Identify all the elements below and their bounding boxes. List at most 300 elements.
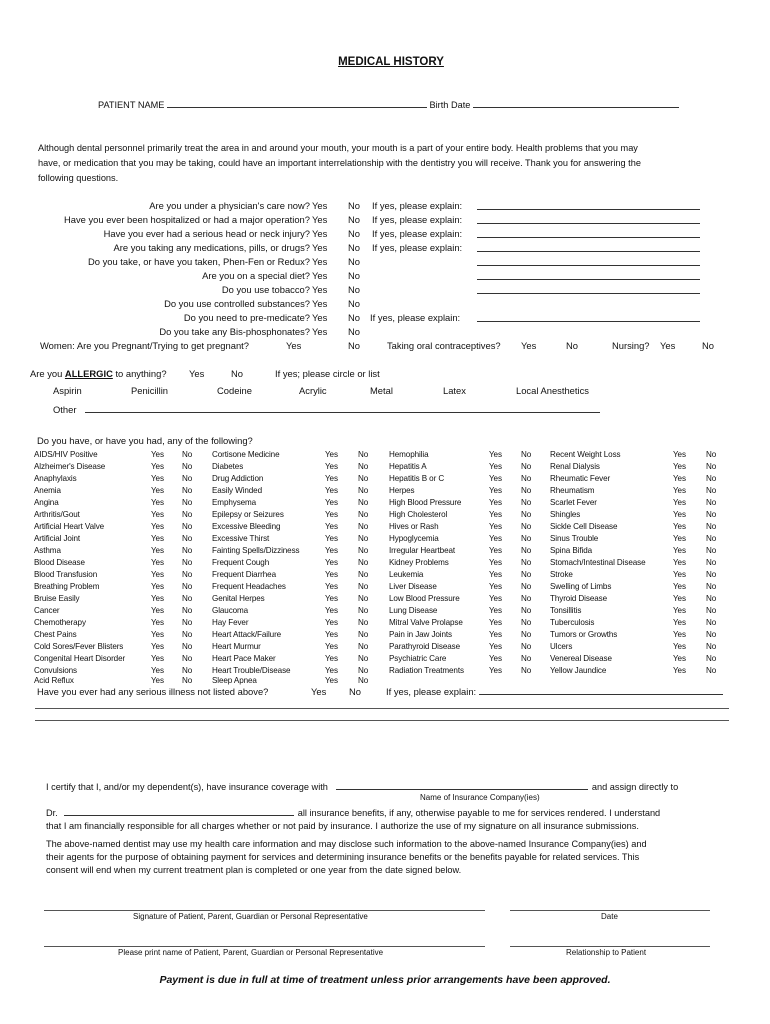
disclosure-line: their agents for the purpose of obtaining payment for services and determining insurance benefits or the benefits payable for related services. This <box>46 852 640 862</box>
dr-label: Dr. <box>46 808 58 818</box>
allergic-pre: Are you <box>30 368 65 379</box>
condition-yes[interactable]: Yes <box>673 642 686 651</box>
disclosure-line: consent will end when my current treatment plan is completed or one year from the date signed below. <box>46 865 462 875</box>
condition-yes[interactable]: Yes <box>325 558 338 567</box>
condition-no[interactable]: No <box>358 618 369 627</box>
explain-field[interactable] <box>477 242 700 252</box>
condition-no[interactable]: No <box>521 558 532 567</box>
dentist-name-field[interactable] <box>64 807 294 816</box>
explain-field[interactable] <box>477 270 700 280</box>
explain-label: If yes, please explain: <box>370 312 461 323</box>
condition-label: Frequent Cough <box>212 558 270 567</box>
condition-no[interactable]: No <box>182 666 193 675</box>
question-no[interactable]: No <box>348 228 360 239</box>
condition-no[interactable]: No <box>358 582 369 591</box>
condition-no[interactable]: No <box>706 594 717 603</box>
condition-no[interactable]: No <box>521 498 532 507</box>
condition-no[interactable]: No <box>182 582 193 591</box>
condition-no[interactable]: No <box>182 486 193 495</box>
condition-no[interactable]: No <box>358 534 369 543</box>
signature-line[interactable] <box>44 910 485 911</box>
condition-yes[interactable]: Yes <box>151 582 164 591</box>
condition-yes[interactable]: Yes <box>325 606 338 615</box>
date-caption: Date <box>601 912 618 921</box>
allergen-metal[interactable]: Metal <box>370 385 393 396</box>
condition-yes[interactable]: Yes <box>489 654 502 663</box>
allergen-latex[interactable]: Latex <box>443 385 466 396</box>
condition-label: Chest Pains <box>34 630 77 639</box>
condition-label: Artificial Heart Valve <box>34 522 105 531</box>
condition-no[interactable]: No <box>182 522 193 531</box>
condition-yes[interactable]: Yes <box>673 510 686 519</box>
condition-yes[interactable]: Yes <box>151 510 164 519</box>
condition-no[interactable]: No <box>706 534 717 543</box>
condition-no[interactable]: No <box>182 450 193 459</box>
condition-no[interactable]: No <box>182 546 193 555</box>
relationship-line[interactable] <box>510 946 710 947</box>
condition-yes[interactable]: Yes <box>151 606 164 615</box>
allergen-codeine[interactable]: Codeine <box>217 385 252 396</box>
condition-yes[interactable]: Yes <box>489 510 502 519</box>
condition-no[interactable]: No <box>706 462 717 471</box>
condition-no[interactable]: No <box>182 618 193 627</box>
condition-yes[interactable]: Yes <box>325 486 338 495</box>
condition-no[interactable]: No <box>358 594 369 603</box>
oral-contraceptives-yes[interactable]: Yes <box>521 340 537 351</box>
condition-yes[interactable]: Yes <box>325 618 338 627</box>
condition-yes[interactable]: Yes <box>325 630 338 639</box>
condition-label: Congenital Heart Disorder <box>34 654 126 663</box>
condition-label: Blood Disease <box>34 558 85 567</box>
other-label: Other <box>53 404 77 415</box>
explain-field[interactable] <box>477 256 700 266</box>
condition-label: Hives or Rash <box>389 522 439 531</box>
condition-yes[interactable]: Yes <box>489 642 502 651</box>
question-yes[interactable]: Yes <box>312 326 328 337</box>
condition-yes[interactable]: Yes <box>325 534 338 543</box>
condition-yes[interactable]: Yes <box>325 594 338 603</box>
condition-yes[interactable]: Yes <box>673 570 686 579</box>
condition-label: Breathing Problem <box>34 582 100 591</box>
condition-yes[interactable]: Yes <box>673 486 686 495</box>
question-yes[interactable]: Yes <box>312 298 328 309</box>
condition-yes[interactable]: Yes <box>151 642 164 651</box>
condition-no[interactable]: No <box>706 570 717 579</box>
condition-yes[interactable]: Yes <box>325 654 338 663</box>
condition-label: Venereal Disease <box>550 654 612 663</box>
women-question: Women: Are you Pregnant/Trying to get pregnant? <box>40 340 249 351</box>
condition-no[interactable]: No <box>358 654 369 663</box>
nursing-no[interactable]: No <box>702 340 714 351</box>
condition-no[interactable]: No <box>358 558 369 567</box>
condition-no[interactable]: No <box>521 546 532 555</box>
condition-yes[interactable]: Yes <box>489 618 502 627</box>
condition-label: Glaucoma <box>212 606 249 615</box>
condition-no[interactable]: No <box>521 606 532 615</box>
condition-label: Excessive Thirst <box>212 534 270 543</box>
condition-yes[interactable]: Yes <box>325 498 338 507</box>
condition-label: Leukemia <box>389 570 424 579</box>
print-name-line[interactable] <box>44 946 485 947</box>
condition-yes[interactable]: Yes <box>489 630 502 639</box>
question-label: Have you ever been hospitalized or had a major operation? <box>64 214 310 225</box>
condition-label: Asthma <box>34 546 61 555</box>
condition-label: Kidney Problems <box>389 558 449 567</box>
condition-no[interactable]: No <box>182 534 193 543</box>
condition-label: Shingles <box>550 510 581 519</box>
question-no[interactable]: No <box>348 242 360 253</box>
condition-no[interactable]: No <box>182 474 193 483</box>
other-allergy-row <box>53 404 600 415</box>
date-line[interactable] <box>510 910 710 911</box>
condition-no[interactable]: No <box>521 594 532 603</box>
condition-yes[interactable]: Yes <box>325 582 338 591</box>
question-no[interactable]: No <box>348 298 360 309</box>
condition-no[interactable]: No <box>706 606 717 615</box>
condition-no[interactable]: No <box>182 570 193 579</box>
women-yes[interactable]: Yes <box>286 340 302 351</box>
question-yes[interactable]: Yes <box>312 270 328 281</box>
explain-label: If yes, please explain: <box>372 242 463 253</box>
condition-no[interactable]: No <box>521 642 532 651</box>
question-yes[interactable]: Yes <box>312 228 328 239</box>
condition-no[interactable]: No <box>521 450 532 459</box>
condition-yes[interactable]: Yes <box>489 534 502 543</box>
condition-label: Emphysema <box>212 498 257 507</box>
condition-yes[interactable]: Yes <box>151 450 164 459</box>
condition-yes[interactable]: Yes <box>673 666 686 675</box>
condition-yes[interactable]: Yes <box>489 486 502 495</box>
form-title: MEDICAL HISTORY <box>338 56 444 68</box>
condition-yes[interactable]: Yes <box>489 558 502 567</box>
condition-yes[interactable]: Yes <box>151 546 164 555</box>
condition-no[interactable]: No <box>706 486 717 495</box>
condition-no[interactable]: No <box>706 630 717 639</box>
serious-illness-field[interactable] <box>479 686 723 695</box>
explain-line[interactable] <box>35 708 729 709</box>
birth-date-field[interactable] <box>473 99 679 108</box>
question-label: Do you use controlled substances? <box>164 298 310 309</box>
condition-no[interactable]: No <box>521 486 532 495</box>
question-yes[interactable]: Yes <box>312 200 328 211</box>
condition-yes[interactable]: Yes <box>673 474 686 483</box>
condition-yes[interactable]: Yes <box>151 570 164 579</box>
condition-label: Herpes <box>389 486 415 495</box>
question-label: Are you under a physician's care now? <box>149 200 310 211</box>
condition-yes[interactable]: Yes <box>151 594 164 603</box>
condition-label: Sinus Trouble <box>550 534 599 543</box>
condition-label: Pain in Jaw Joints <box>389 630 452 639</box>
condition-no[interactable]: No <box>182 654 193 663</box>
condition-label: Radiation Treatments <box>389 666 464 675</box>
condition-yes[interactable]: Yes <box>325 522 338 531</box>
question-no[interactable]: No <box>348 256 360 267</box>
condition-yes[interactable]: Yes <box>489 594 502 603</box>
condition-label: Diabetes <box>212 462 244 471</box>
condition-no[interactable]: No <box>358 606 369 615</box>
condition-no[interactable]: No <box>706 498 717 507</box>
question-yes[interactable]: Yes <box>312 284 328 295</box>
condition-yes[interactable]: Yes <box>325 570 338 579</box>
condition-no[interactable]: No <box>521 618 532 627</box>
condition-no[interactable]: No <box>182 676 193 685</box>
condition-no[interactable]: No <box>521 582 532 591</box>
condition-yes[interactable]: Yes <box>673 498 686 507</box>
question-yes[interactable]: Yes <box>312 312 328 323</box>
explain-field[interactable] <box>477 200 700 210</box>
condition-label: Ulcers <box>550 642 573 651</box>
condition-no[interactable]: No <box>521 474 532 483</box>
condition-no[interactable]: No <box>706 558 717 567</box>
condition-no[interactable]: No <box>706 618 717 627</box>
allergic-no[interactable]: No <box>231 368 243 379</box>
condition-no[interactable]: No <box>358 510 369 519</box>
condition-yes[interactable]: Yes <box>325 666 338 675</box>
condition-label: Blood Transfusion <box>34 570 98 579</box>
condition-yes[interactable]: Yes <box>673 522 686 531</box>
condition-label: Swelling of Limbs <box>550 582 612 591</box>
condition-yes[interactable]: Yes <box>673 582 686 591</box>
explain-field[interactable] <box>477 214 700 224</box>
condition-no[interactable]: No <box>706 474 717 483</box>
condition-yes[interactable]: Yes <box>151 486 164 495</box>
condition-label: Low Blood Pressure <box>389 594 460 603</box>
condition-no[interactable]: No <box>182 606 193 615</box>
condition-yes[interactable]: Yes <box>673 450 686 459</box>
condition-no[interactable]: No <box>182 558 193 567</box>
allergic-question <box>30 368 167 379</box>
condition-label: Chemotherapy <box>34 618 86 627</box>
condition-label: Thyroid Disease <box>550 594 607 603</box>
condition-yes[interactable]: Yes <box>673 606 686 615</box>
condition-label: Hepatitis B or C <box>389 474 445 483</box>
condition-yes[interactable]: Yes <box>489 474 502 483</box>
condition-yes[interactable]: Yes <box>489 582 502 591</box>
serious-illness-question: Have you ever had any serious illness not listed above? <box>37 686 269 697</box>
signature-caption: Signature of Patient, Parent, Guardian or Personal Representative <box>133 912 368 921</box>
condition-label: Stroke <box>550 570 573 579</box>
patient-name-field[interactable] <box>167 99 427 108</box>
condition-label: Angina <box>34 498 59 507</box>
condition-no[interactable]: No <box>358 570 369 579</box>
condition-no[interactable]: No <box>182 462 193 471</box>
condition-label: Mitral Valve Prolapse <box>389 618 463 627</box>
condition-yes[interactable]: Yes <box>489 666 502 675</box>
condition-yes[interactable]: Yes <box>151 618 164 627</box>
oral-contraceptives-label: Taking oral contraceptives? <box>387 340 501 351</box>
women-no[interactable]: No <box>348 340 360 351</box>
insurance-company-field[interactable] <box>336 781 588 790</box>
birth-date-label: Birth Date <box>429 100 471 110</box>
intro-line: have, or medication that you may be taking, could have an important interrelationship with the dentistry you will receive. Thank you for answering the <box>38 158 641 168</box>
condition-no[interactable]: No <box>182 594 193 603</box>
condition-no[interactable]: No <box>706 546 717 555</box>
condition-no[interactable]: No <box>358 522 369 531</box>
allergen-penicillin[interactable]: Penicillin <box>131 385 168 396</box>
condition-no[interactable]: No <box>706 654 717 663</box>
question-no[interactable]: No <box>348 312 360 323</box>
condition-no[interactable]: No <box>358 642 369 651</box>
allergic-post: to anything? <box>112 368 167 379</box>
disclosure-line: The above-named dentist may use my health care information and may disclose such information to the above-named Insurance Company(ies) and <box>46 839 647 849</box>
condition-label: Hepatitis A <box>389 462 427 471</box>
condition-label: Yellow Jaundice <box>550 666 607 675</box>
assign-text: and assign directly to <box>591 782 679 792</box>
condition-no[interactable]: No <box>521 534 532 543</box>
nursing-label: Nursing? <box>612 340 650 351</box>
condition-no[interactable]: No <box>521 462 532 471</box>
allergy-circle-instruction: If yes; please circle or list <box>275 368 380 379</box>
condition-yes[interactable]: Yes <box>673 594 686 603</box>
condition-no[interactable]: No <box>706 450 717 459</box>
condition-no[interactable]: No <box>358 676 369 685</box>
question-label: Do you need to pre-medicate? <box>183 312 310 323</box>
condition-no[interactable]: No <box>521 630 532 639</box>
condition-yes[interactable]: Yes <box>489 462 502 471</box>
serious-illness-no[interactable]: No <box>349 686 361 697</box>
condition-yes[interactable]: Yes <box>673 462 686 471</box>
condition-yes[interactable]: Yes <box>673 534 686 543</box>
condition-yes[interactable]: Yes <box>673 630 686 639</box>
condition-no[interactable]: No <box>358 546 369 555</box>
condition-no[interactable]: No <box>358 666 369 675</box>
explain-field[interactable] <box>477 312 700 322</box>
condition-yes[interactable]: Yes <box>673 618 686 627</box>
condition-yes[interactable]: Yes <box>151 558 164 567</box>
condition-label: Tuberculosis <box>550 618 595 627</box>
question-yes[interactable]: Yes <box>312 214 328 225</box>
condition-yes[interactable]: Yes <box>489 570 502 579</box>
condition-yes[interactable]: Yes <box>325 450 338 459</box>
condition-yes[interactable]: Yes <box>151 522 164 531</box>
condition-label: Parathyroid Disease <box>389 642 460 651</box>
condition-label: Easily Winded <box>212 486 262 495</box>
condition-yes[interactable]: Yes <box>151 498 164 507</box>
explain-line[interactable] <box>35 720 729 721</box>
condition-label: Sleep Apnea <box>212 676 257 685</box>
condition-yes[interactable]: Yes <box>673 546 686 555</box>
question-no[interactable]: No <box>348 326 360 337</box>
question-no[interactable]: No <box>348 284 360 295</box>
question-yes[interactable]: Yes <box>312 242 328 253</box>
condition-no[interactable]: No <box>521 522 532 531</box>
condition-no[interactable]: No <box>706 522 717 531</box>
condition-no[interactable]: No <box>358 474 369 483</box>
condition-label: Psychiatric Care <box>389 654 447 663</box>
condition-yes[interactable]: Yes <box>325 462 338 471</box>
condition-label: Tonsillitis <box>550 606 582 615</box>
condition-yes[interactable]: Yes <box>151 666 164 675</box>
serious-illness-yes[interactable]: Yes <box>311 686 327 697</box>
condition-yes[interactable]: Yes <box>489 498 502 507</box>
question-no[interactable]: No <box>348 200 360 211</box>
condition-yes[interactable]: Yes <box>489 606 502 615</box>
condition-no[interactable]: No <box>358 630 369 639</box>
condition-no[interactable]: No <box>358 462 369 471</box>
condition-label: High Blood Pressure <box>389 498 462 507</box>
condition-yes[interactable]: Yes <box>325 510 338 519</box>
condition-no[interactable]: No <box>358 486 369 495</box>
condition-yes[interactable]: Yes <box>489 522 502 531</box>
condition-no[interactable]: No <box>706 582 717 591</box>
condition-yes[interactable]: Yes <box>325 474 338 483</box>
condition-no[interactable]: No <box>521 510 532 519</box>
condition-no[interactable]: No <box>182 510 193 519</box>
question-no[interactable]: No <box>348 270 360 281</box>
explain-field[interactable] <box>477 284 700 294</box>
condition-no[interactable]: No <box>182 630 193 639</box>
nursing-yes[interactable]: Yes <box>660 340 676 351</box>
condition-label: High Cholesterol <box>389 510 448 519</box>
condition-yes[interactable]: Yes <box>325 676 338 685</box>
condition-no[interactable]: No <box>706 666 717 675</box>
question-label: Do you use tobacco? <box>221 284 310 295</box>
relationship-caption: Relationship to Patient <box>566 948 647 957</box>
condition-yes[interactable]: Yes <box>325 546 338 555</box>
allergen-aspirin[interactable]: Aspirin <box>53 385 82 396</box>
condition-no[interactable]: No <box>182 498 193 507</box>
condition-label: Lung Disease <box>389 606 438 615</box>
question-label: Do you take any Bis-phosphonates? <box>159 326 310 337</box>
condition-yes[interactable]: Yes <box>151 676 164 685</box>
condition-no[interactable]: No <box>358 450 369 459</box>
condition-no[interactable]: No <box>521 654 532 663</box>
condition-yes[interactable]: Yes <box>151 654 164 663</box>
allergen-acrylic[interactable]: Acrylic <box>299 385 327 396</box>
explain-label: If yes, please explain: <box>372 228 463 239</box>
condition-no[interactable]: No <box>521 570 532 579</box>
intro-paragraph <box>38 141 641 186</box>
question-label: Are you on a special diet? <box>202 270 310 281</box>
condition-yes[interactable]: Yes <box>489 546 502 555</box>
condition-yes[interactable]: Yes <box>673 654 686 663</box>
patient-name-label: PATIENT NAME <box>98 100 165 110</box>
condition-yes[interactable]: Yes <box>673 558 686 567</box>
condition-label: Heart Pace Maker <box>212 654 276 663</box>
insurance-company-caption: Name of Insurance Company(ies) <box>420 793 540 802</box>
certify-row <box>46 781 678 794</box>
condition-no[interactable]: No <box>706 510 717 519</box>
question-label: Have you ever had a serious head or neck injury? <box>103 228 310 239</box>
condition-yes[interactable]: Yes <box>151 534 164 543</box>
oral-contraceptives-no[interactable]: No <box>566 340 578 351</box>
serious-illness-explain <box>386 686 723 697</box>
other-allergy-field[interactable] <box>85 404 600 413</box>
condition-no[interactable]: No <box>182 642 193 651</box>
condition-label: Renal Dialysis <box>550 462 600 471</box>
allergic-yes[interactable]: Yes <box>189 368 205 379</box>
condition-yes[interactable]: Yes <box>151 462 164 471</box>
condition-label: Heart Trouble/Disease <box>212 666 291 675</box>
condition-label: Rheumatism <box>550 486 595 495</box>
condition-yes[interactable]: Yes <box>151 474 164 483</box>
condition-label: Epilepsy or Seizures <box>212 510 284 519</box>
explain-field[interactable] <box>477 228 700 238</box>
condition-no[interactable]: No <box>706 642 717 651</box>
condition-yes[interactable]: Yes <box>325 642 338 651</box>
question-no[interactable]: No <box>348 214 360 225</box>
question-yes[interactable]: Yes <box>312 256 328 267</box>
condition-yes[interactable]: Yes <box>489 450 502 459</box>
condition-label: Heart Attack/Failure <box>212 630 282 639</box>
insurance-benefits-text: all insurance benefits, if any, otherwise payable to me for services rendered. I understand <box>297 808 661 818</box>
condition-yes[interactable]: Yes <box>151 630 164 639</box>
allergen-local-anesthetics[interactable]: Local Anesthetics <box>516 385 589 396</box>
condition-label: Arthritis/Gout <box>34 510 80 519</box>
condition-no[interactable]: No <box>358 498 369 507</box>
condition-label: Stomach/Intestinal Disease <box>550 558 646 567</box>
condition-no[interactable]: No <box>521 666 532 675</box>
